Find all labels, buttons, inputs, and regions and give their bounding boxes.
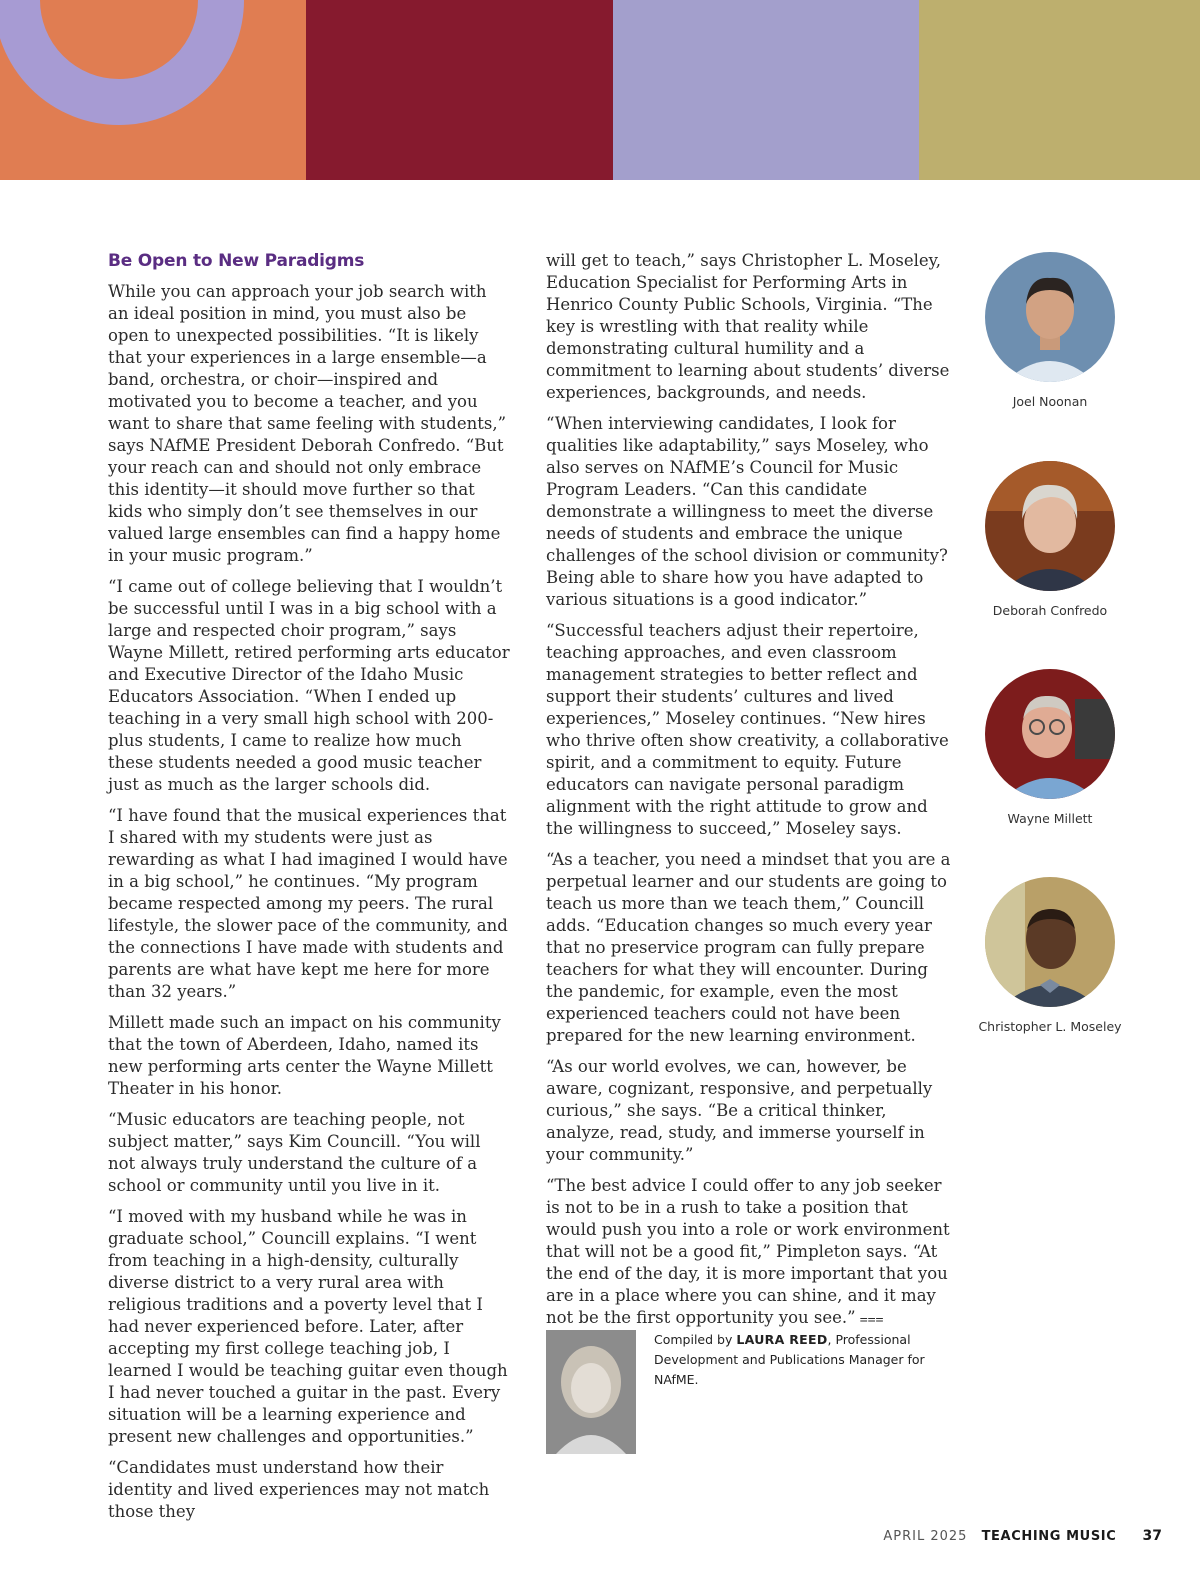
- article-column-left: [108, 250, 512, 1532]
- paragraph-final: [546, 1175, 951, 1330]
- credit-text: [654, 1330, 946, 1390]
- paragraph: While you can approach your job search with an ideal position in mind, you must also be open to unexpected possibilities. “It is likely that your experiences in a large ensemble—a band, orchestra, or choir—inspired and motivated you to become a teacher, and you want to share that same feeling with students,” says NAfME President Deborah Confredo. “But your reach can and should not only embrace this identity—it should move further so that kids who simply don’t see themselves in our valued large ensembles can find a happy home in your music program.”: [108, 282, 507, 565]
- portrait-card: [970, 461, 1130, 618]
- decorative-banner: [0, 0, 1200, 180]
- portrait-name: Christopher L. Moseley: [978, 1019, 1122, 1034]
- paragraph-text: “The best advice I could offer to any job seeker is not to be in a rush to take a position that would push you into a role or work environment that will not be a good fit,” Pimpleton says. “At the end of the day, it is more important that you are in a place where you can shine, and it may not be the first opportunity you see.”: [546, 1176, 950, 1327]
- paragraph: “Successful teachers adjust their repertoire, teaching approaches, and even classroom management strategies to better reflect and support their students’ cultures and lived experiences,” Moseley continues. “New hires who thrive often show creativity, a collaborative spirit, and a commitment to equity. Future educators can navigate personal paradigm alignment with the right attitude to grow and the willingness to succeed,” Moseley says.: [546, 621, 949, 838]
- banner-block-maroon: [306, 0, 613, 180]
- paragraph: “Candidates must understand how their identity and lived experiences may not match those they: [108, 1458, 490, 1521]
- paragraph: “When interviewing candidates, I look for qualities like adaptability,” says Moseley, who also serves on NAfME’s Council for Music Program Leaders. “Can this candidate demonstrate a willingness to meet the diverse needs of students and embrace the unique challenges of the school division or community? Being able to share how you have adapted to various situations is a good indicator.”: [546, 414, 948, 609]
- portrait-photo: [985, 877, 1115, 1007]
- portrait-card: [970, 877, 1130, 1034]
- portrait-name: Wayne Millett: [1007, 811, 1093, 826]
- portrait-name: Joel Noonan: [1012, 394, 1088, 409]
- portrait-photo: [985, 669, 1115, 799]
- portrait-photo: [985, 461, 1115, 591]
- paragraph: “As our world evolves, we can, however, be aware, cognizant, responsive, and perpetually curious,” she says. “Be a critical thinker, analyze, read, study, and immerse yourself in your community.”: [546, 1057, 933, 1164]
- article-column-right: [546, 250, 951, 1339]
- page-footer: [883, 1528, 1162, 1544]
- paragraph: “I came out of college believing that I wouldn’t be successful until I was in a big school with a large and respected choir program,” says Wayne Millett, retired performing arts educator and Executive Director of the Idaho Music Educators Association. “When I ended up teaching in a very small high school with 200-plus students, I came to realize how much these students needed a good music teacher just as much as the larger schools did.: [108, 577, 510, 794]
- end-of-story-icon: ⩶: [859, 1311, 884, 1327]
- author-credit: [546, 1330, 951, 1454]
- credit-name: LAURA REED: [736, 1332, 828, 1347]
- paragraph: “I moved with my husband while he was in graduate school,” Councill explains. “I went from teaching in a high-density, culturally diverse district to a very rural area with religious traditions and a poverty level that I had never experienced before. Later, after accepting my first college teaching job, I learned I would be teaching guitar even though I had never touched a guitar in the past. Every situation will be a learning experience and present new challenges and opportunities.”: [108, 1207, 508, 1446]
- credit-role: , Professional Development and Publications Manager for NAfME.: [654, 1332, 925, 1387]
- paragraph: “As a teacher, you need a mindset that you are a perpetual learner and our students are going to teach us more than we teach them,” Councill adds. “Education changes so much every year that no preservice program can fully prepare teachers for what they will encounter. During the pandemic, for example, even the most experienced teachers could not have been prepared for the new learning environment.: [546, 850, 951, 1045]
- portrait-photo: [985, 252, 1115, 382]
- paragraph: “Music educators are teaching people, not subject matter,” says Kim Councill. “You will not always truly understand the culture of a school or community until you live in it.: [108, 1110, 481, 1195]
- issue-date: APRIL 2025: [883, 1529, 968, 1544]
- credit-prefix: Compiled by: [654, 1332, 733, 1347]
- portrait-card: [970, 252, 1130, 409]
- author-photo: [546, 1330, 636, 1454]
- section-heading: Be Open to New Paradigms: [108, 251, 365, 271]
- paragraph: Millett made such an impact on his community that the town of Aberdeen, Idaho, named its new performing arts center the Wayne Millett Theater in his honor.: [108, 1013, 501, 1098]
- banner-block-olive: [919, 0, 1200, 180]
- portrait-card: [970, 669, 1130, 826]
- paragraph: will get to teach,” says Christopher L. Moseley, Education Specialist for Performing Arts in Henrico County Public Schools, Virginia. “The key is wrestling with that reality while demonstrating cultural humility and a commitment to learning about students’ diverse experiences, backgrounds, and needs.: [546, 251, 950, 402]
- magazine-title: TEACHING MUSIC: [981, 1529, 1117, 1544]
- portrait-name: Deborah Confredo: [992, 603, 1108, 618]
- banner-block-lavender: [613, 0, 919, 180]
- page-number: 37: [1142, 1528, 1162, 1544]
- paragraph: “I have found that the musical experiences that I shared with my students were just as rewarding as what I had imagined I would have in a big school,” he continues. “My program became respected among my peers. The rural lifestyle, the slower pace of the community, and the connections I have made with students and parents are what have kept me here for more than 32 years.”: [108, 806, 508, 1001]
